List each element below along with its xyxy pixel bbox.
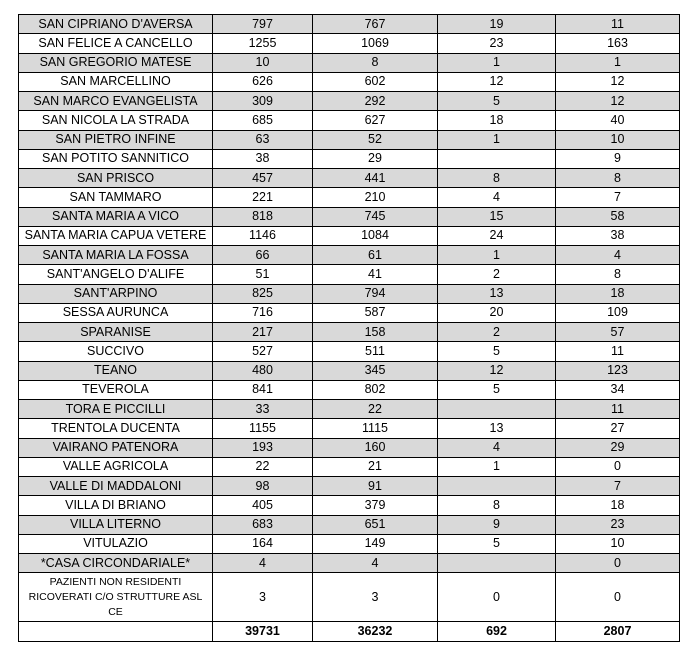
cell-col-2: 587 — [313, 303, 438, 322]
table-row — [19, 188, 680, 207]
cell-col-1: 217 — [213, 323, 313, 342]
cell-col-2: 292 — [313, 92, 438, 111]
cell-col-4: 7 — [556, 188, 680, 207]
cell-col-3: 2 — [438, 265, 556, 284]
cell-col-3: 1 — [438, 457, 556, 476]
cell-col-2: 802 — [313, 380, 438, 399]
cell-col-4: 8 — [556, 265, 680, 284]
municipality-name: SANT'ARPINO — [19, 284, 213, 303]
cell-col-1: 685 — [213, 111, 313, 130]
total-col-1: 39731 — [213, 622, 313, 642]
cell-col-3: 5 — [438, 534, 556, 553]
cell-col-1: 1155 — [213, 419, 313, 438]
municipality-name: VILLA LITERNO — [19, 515, 213, 534]
total-col-4: 2807 — [556, 622, 680, 642]
cell-col-3: 19 — [438, 15, 556, 34]
cell-col-2: 149 — [313, 534, 438, 553]
cell-col-4: 0 — [556, 457, 680, 476]
table-row — [19, 342, 680, 361]
cell-col-3: 4 — [438, 438, 556, 457]
cell-col-2: 91 — [313, 477, 438, 496]
cell-col-3: 15 — [438, 207, 556, 226]
table-row — [19, 323, 680, 342]
row-name — [19, 622, 213, 642]
cell-col-4: 10 — [556, 534, 680, 553]
cell-col-1: 193 — [213, 438, 313, 457]
municipality-name: SUCCIVO — [19, 342, 213, 361]
cell-col-2: 1069 — [313, 34, 438, 53]
cell-col-2: 210 — [313, 188, 438, 207]
table-row — [19, 284, 680, 303]
cell-col-3: 9 — [438, 515, 556, 534]
table-row — [19, 554, 680, 573]
cell-col-1: 683 — [213, 515, 313, 534]
cell-col-1: 818 — [213, 207, 313, 226]
table-body — [19, 15, 680, 642]
cell-col-2: 794 — [313, 284, 438, 303]
cell-col-3: 1 — [438, 53, 556, 72]
cell-col-4: 11 — [556, 400, 680, 419]
cell-col-2: 158 — [313, 323, 438, 342]
cell-col-4: 11 — [556, 342, 680, 361]
table-row — [19, 477, 680, 496]
cell-col-4: 27 — [556, 419, 680, 438]
municipality-name: VILLA DI BRIANO — [19, 496, 213, 515]
municipality-name: SPARANISE — [19, 323, 213, 342]
cell-col-1: 22 — [213, 457, 313, 476]
cell-col-4: 29 — [556, 438, 680, 457]
cell-col-1: 716 — [213, 303, 313, 322]
cell-col-2: 29 — [313, 149, 438, 168]
cell-col-1: 66 — [213, 246, 313, 265]
cell-col-4: 57 — [556, 323, 680, 342]
municipality-name: SANT'ANGELO D'ALIFE — [19, 265, 213, 284]
cell-col-4: 38 — [556, 226, 680, 245]
cell-col-2: 22 — [313, 400, 438, 419]
cell-col-1: 309 — [213, 92, 313, 111]
cell-col-4: 8 — [556, 169, 680, 188]
cell-col-1: 841 — [213, 380, 313, 399]
municipality-name: SAN MARCELLINO — [19, 72, 213, 91]
cell-col-2: 441 — [313, 169, 438, 188]
cell-col-1: 480 — [213, 361, 313, 380]
table-row — [19, 246, 680, 265]
table-row — [19, 111, 680, 130]
cell-col-1: 98 — [213, 477, 313, 496]
cell-col-4: 0 — [556, 573, 680, 622]
cell-col-3 — [438, 477, 556, 496]
table-row — [19, 515, 680, 534]
cell-col-1: 33 — [213, 400, 313, 419]
cell-col-4: 1 — [556, 53, 680, 72]
cell-col-1: 10 — [213, 53, 313, 72]
cell-col-3: 0 — [438, 573, 556, 622]
cell-col-2: 767 — [313, 15, 438, 34]
cell-col-3: 12 — [438, 72, 556, 91]
cell-col-2: 160 — [313, 438, 438, 457]
table-row — [19, 149, 680, 168]
cell-col-2: 602 — [313, 72, 438, 91]
cell-col-1: 221 — [213, 188, 313, 207]
cell-col-1: 457 — [213, 169, 313, 188]
cell-col-2: 511 — [313, 342, 438, 361]
cell-col-3: 4 — [438, 188, 556, 207]
cell-col-1: 3 — [213, 573, 313, 622]
cell-col-4: 11 — [556, 15, 680, 34]
municipality-name: TEVEROLA — [19, 380, 213, 399]
cell-col-1: 4 — [213, 554, 313, 573]
municipality-name: SAN TAMMARO — [19, 188, 213, 207]
cell-col-1: 626 — [213, 72, 313, 91]
cell-col-2: 4 — [313, 554, 438, 573]
cell-col-2: 3 — [313, 573, 438, 622]
cell-col-3: 12 — [438, 361, 556, 380]
municipality-name: SAN POTITO SANNITICO — [19, 149, 213, 168]
table-row — [19, 207, 680, 226]
cell-col-3: 20 — [438, 303, 556, 322]
cell-col-3 — [438, 400, 556, 419]
table-row — [19, 53, 680, 72]
cell-col-3 — [438, 554, 556, 573]
cell-col-1: 38 — [213, 149, 313, 168]
cell-col-1: 1146 — [213, 226, 313, 245]
cell-col-4: 58 — [556, 207, 680, 226]
cell-col-4: 18 — [556, 496, 680, 515]
cell-col-4: 9 — [556, 149, 680, 168]
cell-col-1: 1255 — [213, 34, 313, 53]
cell-col-1: 63 — [213, 130, 313, 149]
municipality-name: SAN NICOLA LA STRADA — [19, 111, 213, 130]
cell-col-3: 5 — [438, 342, 556, 361]
municipality-name: SAN GREGORIO MATESE — [19, 53, 213, 72]
cell-col-1: 825 — [213, 284, 313, 303]
table-row — [19, 534, 680, 553]
cell-col-4: 18 — [556, 284, 680, 303]
table-row — [19, 419, 680, 438]
table-row — [19, 400, 680, 419]
cell-col-4: 109 — [556, 303, 680, 322]
cell-col-3: 13 — [438, 284, 556, 303]
municipality-name: VALLE AGRICOLA — [19, 457, 213, 476]
cell-col-2: 21 — [313, 457, 438, 476]
cell-col-4: 0 — [556, 554, 680, 573]
cell-col-4: 10 — [556, 130, 680, 149]
municipality-name: *CASA CIRCONDARIALE* — [19, 554, 213, 573]
municipality-name: SAN PRISCO — [19, 169, 213, 188]
cell-col-2: 1084 — [313, 226, 438, 245]
cell-col-1: 797 — [213, 15, 313, 34]
cell-col-4: 12 — [556, 72, 680, 91]
municipality-name: VITULAZIO — [19, 534, 213, 553]
municipality-name: SESSA AURUNCA — [19, 303, 213, 322]
table-row — [19, 265, 680, 284]
table-row — [19, 72, 680, 91]
municipality-name: TEANO — [19, 361, 213, 380]
table-row — [19, 226, 680, 245]
cell-col-3: 24 — [438, 226, 556, 245]
cell-col-2: 61 — [313, 246, 438, 265]
totals-row — [19, 622, 680, 642]
cell-col-2: 52 — [313, 130, 438, 149]
table-row — [19, 380, 680, 399]
cell-col-1: 405 — [213, 496, 313, 515]
cell-col-4: 7 — [556, 477, 680, 496]
table-row — [19, 169, 680, 188]
municipality-name: VAIRANO PATENORA — [19, 438, 213, 457]
table-row — [19, 130, 680, 149]
cell-col-3: 18 — [438, 111, 556, 130]
cell-col-2: 41 — [313, 265, 438, 284]
cell-col-2: 1115 — [313, 419, 438, 438]
table-row — [19, 34, 680, 53]
cell-col-4: 163 — [556, 34, 680, 53]
cell-col-2: 745 — [313, 207, 438, 226]
municipality-name: VALLE DI MADDALONI — [19, 477, 213, 496]
cell-col-1: 51 — [213, 265, 313, 284]
table-row — [19, 457, 680, 476]
cell-col-3: 8 — [438, 169, 556, 188]
municipality-data-table — [18, 14, 680, 642]
cell-col-4: 40 — [556, 111, 680, 130]
cell-col-3: 1 — [438, 246, 556, 265]
cell-col-1: 164 — [213, 534, 313, 553]
cell-col-4: 123 — [556, 361, 680, 380]
cell-col-3: 5 — [438, 92, 556, 111]
cell-col-3: 23 — [438, 34, 556, 53]
cell-col-4: 4 — [556, 246, 680, 265]
municipality-name: SAN PIETRO INFINE — [19, 130, 213, 149]
municipality-name: TRENTOLA DUCENTA — [19, 419, 213, 438]
table-row — [19, 303, 680, 322]
table-row — [19, 361, 680, 380]
municipality-name: SAN FELICE A CANCELLO — [19, 34, 213, 53]
cell-col-3: 13 — [438, 419, 556, 438]
cell-col-3 — [438, 149, 556, 168]
cell-col-3: 5 — [438, 380, 556, 399]
municipality-name: SANTA MARIA A VICO — [19, 207, 213, 226]
cell-col-2: 345 — [313, 361, 438, 380]
non-resident-patients-row — [19, 573, 680, 622]
municipality-name: SAN MARCO EVANGELISTA — [19, 92, 213, 111]
cell-col-3: 2 — [438, 323, 556, 342]
table-row — [19, 92, 680, 111]
municipality-name: SANTA MARIA CAPUA VETERE — [19, 226, 213, 245]
cell-col-2: 8 — [313, 53, 438, 72]
table-row — [19, 15, 680, 34]
row-name: PAZIENTI NON RESIDENTI RICOVERATI C/O STRUTTURE ASL CE — [19, 573, 213, 622]
table-row — [19, 438, 680, 457]
cell-col-4: 12 — [556, 92, 680, 111]
municipality-name: TORA E PICCILLI — [19, 400, 213, 419]
cell-col-3: 1 — [438, 130, 556, 149]
municipality-name: SAN CIPRIANO D'AVERSA — [19, 15, 213, 34]
cell-col-1: 527 — [213, 342, 313, 361]
total-col-2: 36232 — [313, 622, 438, 642]
cell-col-2: 651 — [313, 515, 438, 534]
cell-col-4: 34 — [556, 380, 680, 399]
table-row — [19, 496, 680, 515]
cell-col-2: 379 — [313, 496, 438, 515]
cell-col-2: 627 — [313, 111, 438, 130]
total-col-3: 692 — [438, 622, 556, 642]
cell-col-3: 8 — [438, 496, 556, 515]
cell-col-4: 23 — [556, 515, 680, 534]
municipality-name: SANTA MARIA LA FOSSA — [19, 246, 213, 265]
